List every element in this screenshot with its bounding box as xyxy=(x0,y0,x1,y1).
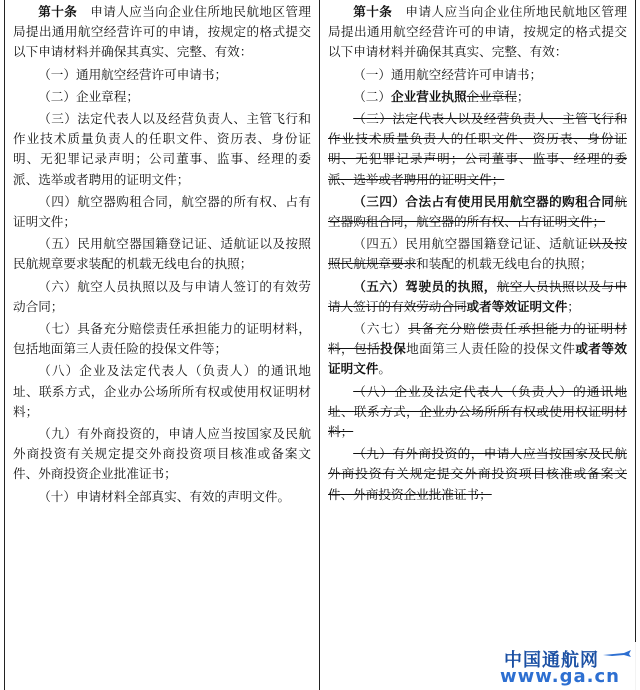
inserted-text: （三四）合法占有使用民用航空器的购租合同 xyxy=(353,193,615,209)
item-7: （七）具备充分赔偿责任承担能力的证明材料，包括地面第三人责任险的投保文件等； xyxy=(13,321,311,357)
article-number: 第十条 xyxy=(353,4,393,19)
inserted-text: 企业营业执照 xyxy=(390,88,467,104)
item-2-revised: （二）企业营业执照企业章程； xyxy=(353,88,530,104)
revised-text-column xyxy=(320,0,635,690)
article-10-paragraph xyxy=(13,2,311,63)
item-4-revised xyxy=(328,192,627,232)
deleted-text: 以及按照民航规章要求 xyxy=(328,236,628,272)
item-8: （八）企业及法定代表人（负责人）的通讯地址、联系方式，企业办公场所所有权或使用权证明材料； xyxy=(13,363,311,419)
inserted-text: 或者等效证明文件 xyxy=(328,341,628,377)
article-10-paragraph-revised xyxy=(328,2,627,63)
item-4: （四）航空器购租合同，航空器的所有权、占有证明文件； xyxy=(13,193,311,230)
item-6: （六）航空人员执照以及与申请人签订的有效劳动合同； xyxy=(13,278,311,314)
site-watermark-logo xyxy=(490,642,640,690)
article-text: 申请人应当向企业住所地民航地区管理局提出通用航空经营许可的申请，按规定的格式提交以下申请材料并确保其真实、完整、有效： xyxy=(13,4,312,60)
item-1-revised: （一）通用航空经营许可申请书； xyxy=(353,66,543,82)
item-2: （二）企业章程； xyxy=(38,88,139,104)
deleted-text: 具备充分赔偿责任承担能力的证明材料，包括 xyxy=(328,321,628,357)
item-8-revised-deleted: （八）企业及法定代表人（负责人）的通讯地址、联系方式，企业办公场所所有权或使用权证明材料； xyxy=(328,383,627,440)
item-7-revised: （六七）具备充分赔偿责任承担能力的证明材料，包括投保地面第三人责任险的投保文件或者等效证明文件。 xyxy=(328,321,628,377)
item-3: （三）法定代表人以及经营负责人、主管飞行和作业技术质量负责人的任职文件、资历表、身份证明、无犯罪记录声明；公司董事、监事、经理的委派、选举或者聘用的证明文件； xyxy=(13,111,311,187)
watermark-en: www.ga.cn xyxy=(500,666,620,687)
inserted-text: （五六）驾驶员的执照， xyxy=(353,278,497,294)
article-number: 第十条 xyxy=(38,4,78,19)
item-5: （五）民用航空器国籍登记证、适航证以及按照民航规章要求装配的机载无线电台的执照； xyxy=(13,236,311,272)
deleted-text: 航空器购租合同，航空器的所有权、占有证明文件； xyxy=(328,193,627,230)
inserted-text: 或者等效证明文件 xyxy=(466,298,568,314)
item-1: （一）通用航空经营许可申请书； xyxy=(38,66,228,82)
item-5-revised: （四五）民用航空器国籍登记证、适航证以及按照民航规章要求和装配的机载无线电台的执照； xyxy=(328,236,628,272)
original-text-column xyxy=(5,0,320,690)
deleted-text: 企业章程 xyxy=(466,88,517,104)
item-9-revised-deleted: （九）有外商投资的，申请人应当按国家及民航外商投资有关规定提交外商投资项目核准或备案文件、外商投资企业批准证书； xyxy=(328,446,627,502)
deleted-text: 航空人员执照以及与申请人签订的有效劳动合同 xyxy=(328,278,628,314)
watermark-cn: 中国通航网 xyxy=(504,650,599,671)
item-6-revised: （五六）驾驶员的执照，航空人员执照以及与申请人签订的有效劳动合同或者等效证明文件； xyxy=(328,278,628,314)
item-10: （十）申请材料全部真实、有效的声明文件。 xyxy=(38,488,291,504)
inserted-text: 投保 xyxy=(380,341,407,357)
item-3-revised-deleted: （三）法定代表人以及经营负责人、主管飞行和作业技术质量负责人的任职文件、资历表、身份证明、无犯罪记录声明；公司董事、监事、经理的委派、选举或者聘用的证明文件； xyxy=(328,111,627,187)
airplane-icon xyxy=(602,648,632,660)
comparison-table xyxy=(4,0,636,690)
article-text: 申请人应当向企业住所地民航地区管理局提出通用航空经营许可的申请，按规定的格式提交以下申请材料并确保其真实、完整、有效： xyxy=(328,4,628,60)
item-9: （九）有外商投资的，申请人应当按国家及民航外商投资有关规定提交外商投资项目核准或备案文件、外商投资企业批准证书； xyxy=(13,426,311,482)
